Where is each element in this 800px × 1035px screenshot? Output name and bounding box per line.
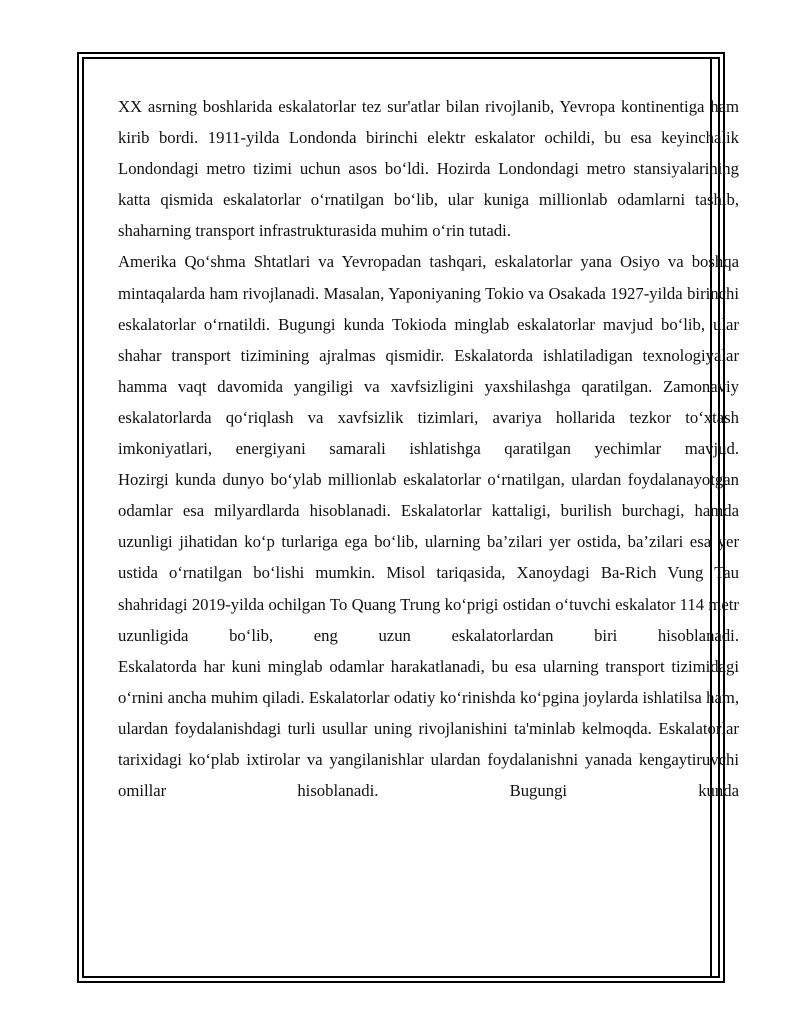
paragraph-4: Eskalatorda har kuni minglab odamlar harakatlanadi, bu esa ularning transport tizimidagi o‘rnini ancha muhim qiladi. Eskalatorlar odatiy ko‘rinishda ko‘pgina joylarda ishlatilsa ham, ulardan foydalanishdagi turli usullar uning rivojlanishini ta'minlab kelmoqda. Eskalatorlar tarixidagi ko‘plab ixtirolar va yangilanishlar ulardan foydalanishni yanada kengaytiruvchi omillar hisoblanadi. Bugungi kunda	[118, 656, 739, 801]
paragraph-1: XX asrning boshlarida eskalatorlar tez sur'atlar bilan rivojlanib, Yevropa kontinentiga ham kirib bordi. 1911-yilda Londonda birinchi elektr eskalator ochildi, bu esa keyinchalik Londondagi metro tizimi uchun asos bo‘ldi. Hozirda Londondagi metro stansiyalarining katta qismida eskalatorlar o‘rnatilgan bo‘lib, ular kuniga millionlab odamlarni tashib, shaharning transport infrastrukturasida muhim o‘rin tutadi.	[118, 97, 739, 241]
paragraph-3: Hozirgi kunda dunyo bo‘ylab millionlab eskalatorlar o‘rnatilgan, ulardan foydalanayotgan odamlar esa milyardlarda hisoblanadi. Eskalatorlar kattaligi, burilish burchagi, hamda uzunligi jihatidan ko‘p turlariga ega bo‘lib, ularning ba’zilari yer ostida, ba’zilari esa yer ustida o‘rnatilgan bo‘lishi mumkin. Misol tariqasida, Xanoydagi Ba-Rich Vung Tau shahridagi 2019-yilda ochilgan To Quang Trung ko‘prigi ostidan o‘tuvchi eskalator 114 metr uzunligida bo‘lib, eng uzun eskalatorlardan biri hisoblanadi.	[118, 470, 739, 645]
paragraph-2: Amerika Qo‘shma Shtatlari va Yevropadan tashqari, eskalatorlar yana Osiyo va boshqa mintaqalarda ham rivojlanadi. Masalan, Yaponiyaning Tokio va Osakada 1927-yilda birinchi eskalatorlar o‘rnatildi. Bugungi kunda Tokioda minglab eskalatorlar mavjud bo‘lib, ular shahar transport tizimining ajralmas qismidir. Eskalatorda ishlatiladigan texnologiyalar hamma vaqt davomida yangiligi va xavfsizligini yaxshilashga qaratilgan. Zamonaviy eskalatorlarda qo‘riqlash va xavfsizlik tizimlari, avariya hollarida tezkor to‘xtash imkoniyatlari, energiyani samarali ishlatishga qaratilgan yechimlar mavjud.	[118, 252, 739, 459]
document-body	[118, 91, 739, 806]
